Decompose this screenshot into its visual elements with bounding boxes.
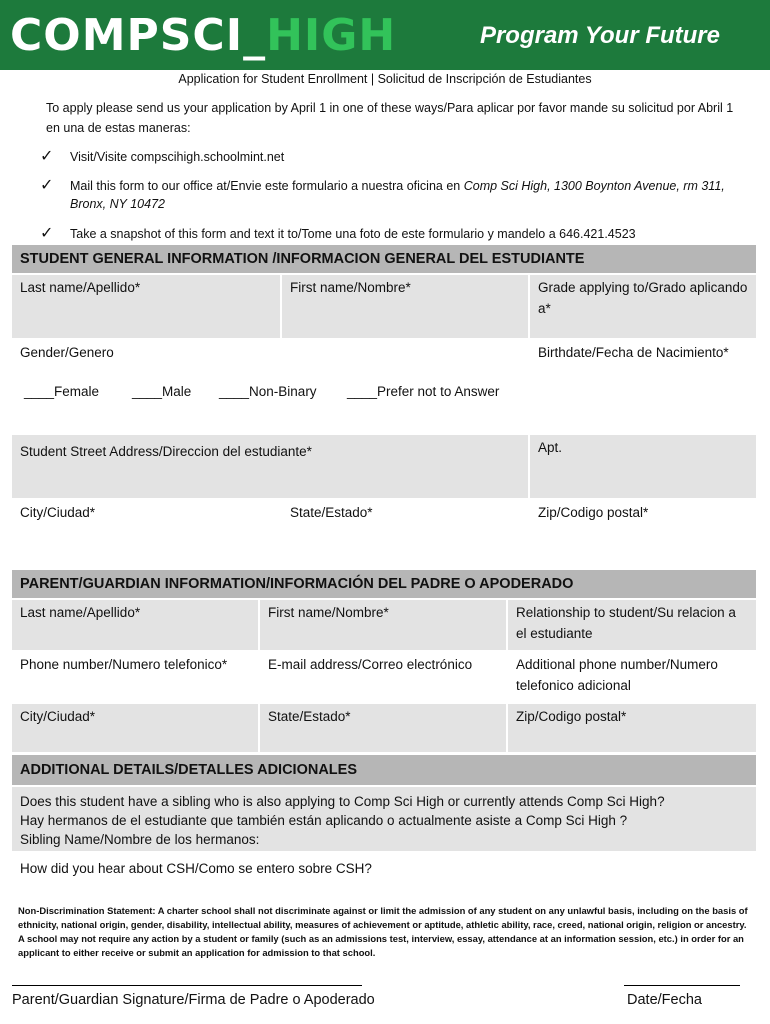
bullet-visit: ✓ Visit/Visite compscihigh.schoolmint.net <box>40 148 285 165</box>
signature-line[interactable] <box>12 985 362 986</box>
check-icon: ✓ <box>40 225 54 242</box>
gender-option-prefer-not[interactable]: ____Prefer not to Answer <box>347 384 500 399</box>
parent-last-name-field[interactable]: Last name/Apellido* <box>12 600 258 650</box>
sibling-field[interactable] <box>12 787 756 851</box>
student-state-field[interactable]: State/Estado* <box>282 500 528 566</box>
student-city-field[interactable]: City/Ciudad* <box>12 500 280 566</box>
parent-phone-field[interactable]: Phone number/Numero telefonico* <box>12 652 258 702</box>
tagline: Program Your Future <box>479 22 720 49</box>
student-zip-field[interactable]: Zip/Codigo postal* <box>530 500 756 566</box>
student-last-name-field[interactable]: Last name/Apellido* <box>12 275 280 338</box>
parent-zip-field[interactable]: Zip/Codigo postal* <box>508 704 756 752</box>
parent-first-name-field[interactable]: First name/Nombre* <box>260 600 506 650</box>
how-heard-field[interactable]: How did you hear about CSH/Como se entero sobre CSH? <box>12 853 756 901</box>
school-logo: COMPSCI_HIGH <box>10 10 397 61</box>
sibling-question-es: Hay hermanos de el estudiante que también están aplicando o actualmente asiste a Comp Sci High ? <box>20 813 628 828</box>
grade-field[interactable]: Grade applying to/Grado aplicando a* <box>530 275 756 338</box>
header-banner <box>0 0 770 70</box>
parent-email-field[interactable]: E-mail address/Correo electrónico <box>260 652 506 702</box>
parent-city-field[interactable]: City/Ciudad* <box>12 704 258 752</box>
relationship-field[interactable]: Relationship to student/Su relacion a el estudiante <box>508 600 756 650</box>
date-line[interactable] <box>624 985 740 986</box>
signature-label: Parent/Guardian Signature/Firma de Padre o Apoderado <box>12 992 375 1008</box>
parent-section-heading: PARENT/GUARDIAN INFORMATION/INFORMACIÓN DEL PADRE O APODERADO <box>12 570 756 598</box>
check-icon: ✓ <box>40 177 54 194</box>
form-title: Application for Student Enrollment | Solicitud de Inscripción de Estudiantes <box>178 72 592 86</box>
birthdate-field[interactable]: Birthdate/Fecha de Nacimiento* <box>530 340 756 433</box>
student-section-heading: STUDENT GENERAL INFORMATION /INFORMACION GENERAL DEL ESTUDIANTE <box>12 245 756 273</box>
additional-section-heading: ADDITIONAL DETAILS/DETALLES ADICIONALES <box>12 755 756 785</box>
sibling-question-en: Does this student have a sibling who is also applying to Comp Sci High or currently attends Comp Sci High? <box>20 794 665 809</box>
student-first-name-field[interactable]: First name/Nombre* <box>282 275 528 338</box>
apt-field[interactable]: Apt. <box>530 435 756 498</box>
bullet-mail: ✓ Mail this form to our office at/Envie este formulario a nuestra oficina en Comp Sci High, 1300 Boynton Avenue, rm 311, Bronx, NY 10472 <box>40 177 725 211</box>
non-discrimination-statement: Non-Discrimination Statement: A charter school shall not discriminate against or limit the admission of any student on any unlawful basis, including on the basis of ethnicity, national origin, gender, disability, intellectual ability, measures of achievement or aptitude, athletic ability, race, creed, national origin, religion or ancestry. A school may not require any action by a student or family (such as an admissions test, interview, essay, attendance at an information session, etc.) in order for an applicant to either receive or submit an application for admission to that school. <box>18 905 748 958</box>
date-label: Date/Fecha <box>627 992 702 1008</box>
student-address-field[interactable]: Student Street Address/Direccion del estudiante* <box>12 435 528 498</box>
bullet-text: ✓ Take a snapshot of this form and text it to/Tome una foto de este formulario y mandelo a 646.421.4523 <box>40 225 636 242</box>
gender-option-male[interactable]: ____Male <box>132 384 192 399</box>
gender-option-nonbinary[interactable]: ____Non-Binary <box>219 384 317 399</box>
intro-text: To apply please send us your application by April 1 in one of these ways/Para aplicar por favor mande su solicitud por Abril 1 en una de estas maneras: <box>46 101 734 135</box>
sibling-name-label: Sibling Name/Nombre de los hermanos: <box>20 832 260 847</box>
gender-label: Gender/Genero <box>20 345 114 360</box>
parent-state-field[interactable]: State/Estado* <box>260 704 506 752</box>
check-icon: ✓ <box>40 148 54 165</box>
additional-phone-field[interactable]: Additional phone number/Numero telefonico adicional <box>508 652 756 702</box>
gender-option-female[interactable]: ____Female <box>24 384 100 399</box>
